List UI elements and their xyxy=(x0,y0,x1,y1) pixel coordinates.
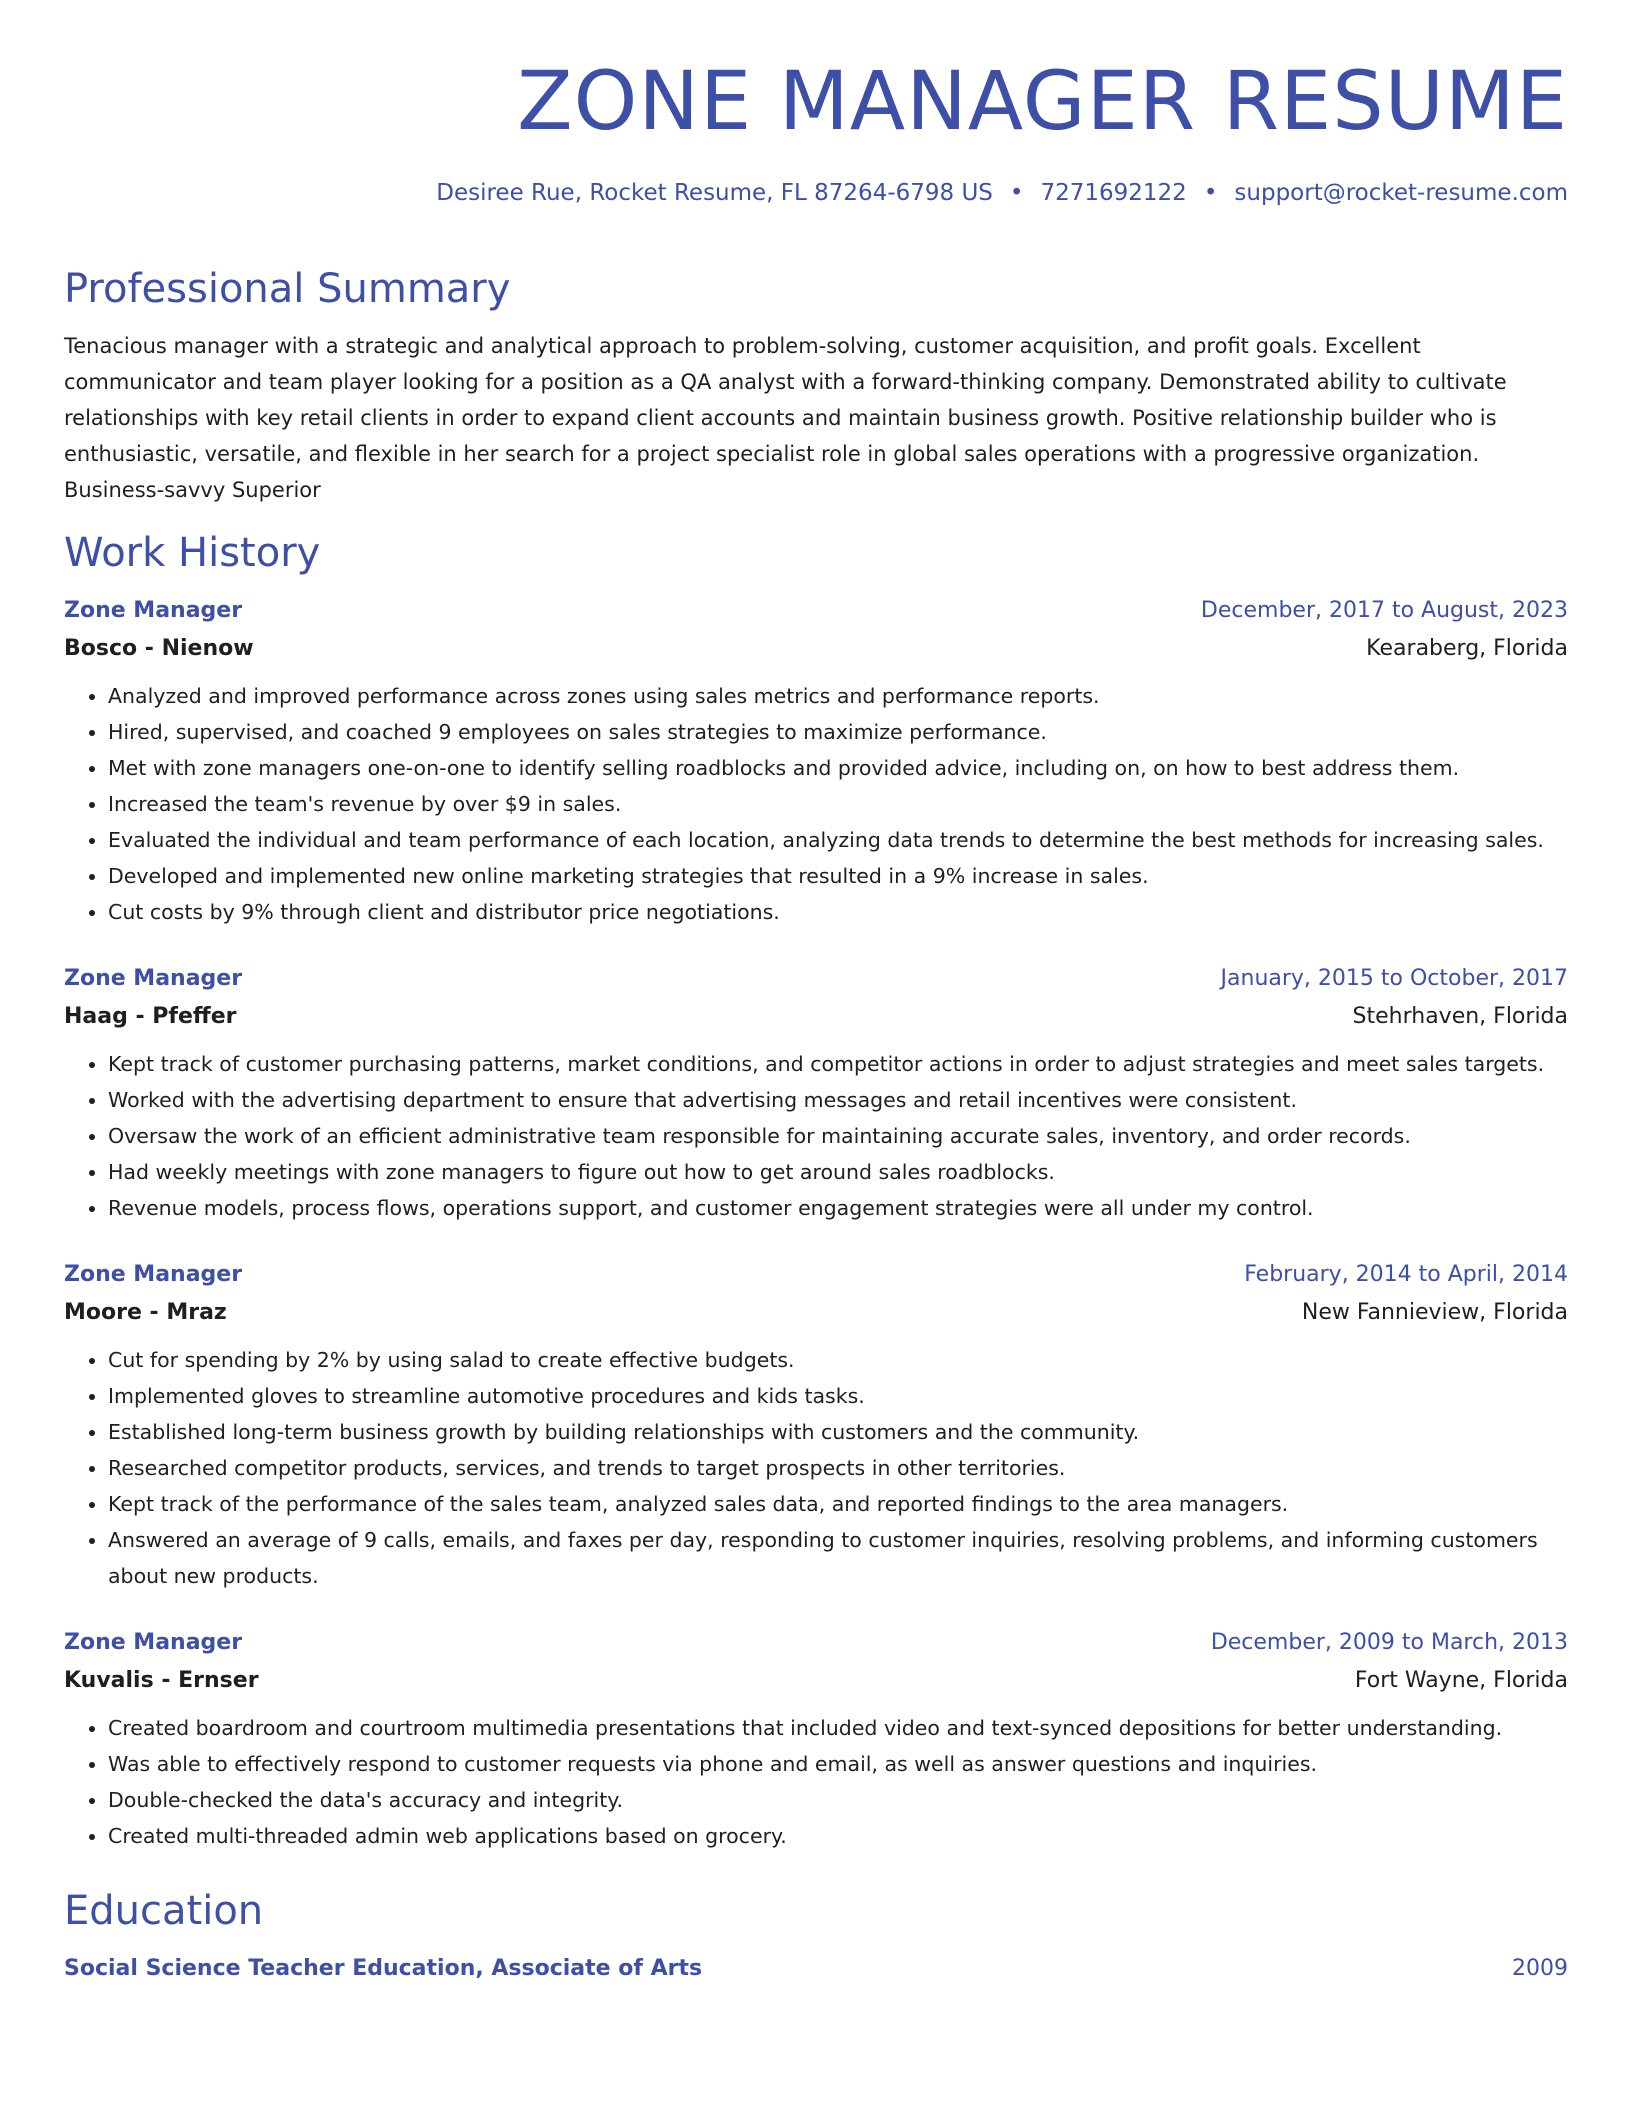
job-bullet: • Oversaw the work of an efficient administrative team responsible for maintaining accurate sales, inventory, and order records. xyxy=(108,1118,1568,1154)
job-entry xyxy=(64,1256,1568,1594)
job-location: Kearaberg, Florida xyxy=(1366,636,1568,661)
job-bullet: • Increased the team's revenue by over $9 in sales. xyxy=(108,786,1568,822)
job-bullet: • Created boardroom and courtroom multimedia presentations that included video and text-synced depositions for better understanding. xyxy=(108,1710,1568,1746)
job-bullet: • Kept track of the performance of the sales team, analyzed sales data, and reported findings to the area managers. xyxy=(108,1486,1568,1522)
job-dates: December, 2009 to March, 2013 xyxy=(1210,1630,1568,1655)
job-title: Zone Manager xyxy=(64,1262,243,1287)
job-bullet: • Hired, supervised, and coached 9 employees on sales strategies to maximize performance. xyxy=(108,714,1568,750)
job-bullet: • Developed and implemented new online marketing strategies that resulted in a 9% increase in sales. xyxy=(108,858,1568,894)
contact-phone[interactable]: 7271692122 xyxy=(1040,180,1187,206)
job-title: Zone Manager xyxy=(64,966,243,991)
job-location: Fort Wayne, Florida xyxy=(1354,1668,1568,1693)
job-location: New Fannieview, Florida xyxy=(1301,1300,1568,1325)
summary-text: Tenacious manager with a strategic and analytical approach to problem-solving, customer acquisition, and profit goals. Excellent communicator and team player looking for a position as a QA analyst with a forward-thinking company. Demonstrated ability to cultivate relationships with key retail clients in order to expand client accounts and maintain business growth. Positive relationship builder who is enthusiastic, versatile, and flexible in her search for a project specialist role in global sales operations with a progressive organization. Business-savvy Superior xyxy=(64,334,1507,502)
job-bullet: • Analyzed and improved performance across zones using sales metrics and performance reports. xyxy=(108,678,1568,714)
job-bullet: • Cut for spending by 2% by using salad to create effective budgets. xyxy=(108,1342,1568,1378)
company-name: Moore - Mraz xyxy=(64,1300,227,1325)
job-dates: December, 2017 to August, 2023 xyxy=(1200,598,1568,623)
job-dates: February, 2014 to April, 2014 xyxy=(1244,1262,1568,1287)
job-bullet: • Established long-term business growth by building relationships with customers and the community. xyxy=(108,1414,1568,1450)
company-name: Haag - Pfeffer xyxy=(64,1004,237,1029)
resume-title: ZONE MANAGER RESUME xyxy=(517,55,1568,149)
job-bullets xyxy=(64,678,1568,930)
job-bullet: • Revenue models, process flows, operations support, and customer engagement strategies were all under my control. xyxy=(108,1190,1568,1226)
job-bullets xyxy=(64,1342,1568,1594)
work-history-heading: Work History xyxy=(64,530,321,576)
job-bullet: • Double-checked the data's accuracy and integrity. xyxy=(108,1782,1568,1818)
job-bullet: • Created multi-threaded admin web applications based on grocery. xyxy=(108,1818,1568,1854)
job-bullet: • Was able to effectively respond to customer requests via phone and email, as well as answer questions and inquiries. xyxy=(108,1746,1568,1782)
company-name: Bosco - Nienow xyxy=(64,636,254,661)
resume-content xyxy=(64,262,1568,1988)
job-bullets xyxy=(64,1046,1568,1226)
job-bullet: • Met with zone managers one-on-one to identify selling roadblocks and provided advice, including on, on how to best address them. xyxy=(108,750,1568,786)
job-entry xyxy=(64,1624,1568,1854)
contact-email[interactable]: support@rocket-resume.com xyxy=(1234,180,1568,206)
contact-address: Desiree Rue, Rocket Resume, FL 87264-6798 US xyxy=(436,180,993,206)
job-bullet: • Had weekly meetings with zone managers to figure out how to get around sales roadblocks. xyxy=(108,1154,1568,1190)
summary-heading: Professional Summary xyxy=(64,266,511,312)
job-bullets xyxy=(64,1710,1568,1854)
job-dates: January, 2015 to October, 2017 xyxy=(1220,966,1568,991)
education-degree: Social Science Teacher Education, Associate of Arts xyxy=(64,1956,703,1981)
job-bullet: • Cut costs by 9% through client and distributor price negotiations. xyxy=(108,894,1568,930)
job-entry xyxy=(64,960,1568,1226)
job-bullet: • Kept track of customer purchasing patterns, market conditions, and competitor actions in order to adjust strategies and meet sales targets. xyxy=(108,1046,1568,1082)
contact-separator: • xyxy=(1009,180,1024,206)
education-section xyxy=(64,1884,1568,1988)
job-title: Zone Manager xyxy=(64,598,243,623)
contact-separator: • xyxy=(1203,180,1218,206)
job-bullet: • Worked with the advertising department to ensure that advertising messages and retail incentives were consistent. xyxy=(108,1082,1568,1118)
job-bullet: • Researched competitor products, services, and trends to target prospects in other territories. xyxy=(108,1450,1568,1486)
job-entry xyxy=(64,592,1568,930)
job-bullet: • Answered an average of 9 calls, emails, and faxes per day, responding to customer inquiries, resolving problems, and informing customers about new products. xyxy=(108,1522,1568,1594)
company-name: Kuvalis - Ernser xyxy=(64,1668,259,1693)
summary-section xyxy=(64,262,1568,508)
contact-line xyxy=(436,178,1568,208)
education-heading: Education xyxy=(64,1888,264,1934)
job-bullet: • Evaluated the individual and team performance of each location, analyzing data trends to determine the best methods for increasing sales. xyxy=(108,822,1568,858)
job-location: Stehrhaven, Florida xyxy=(1352,1004,1568,1029)
work-history-section xyxy=(64,526,1568,1854)
education-year: 2009 xyxy=(1512,1956,1568,1981)
job-title: Zone Manager xyxy=(64,1630,243,1655)
education-entry xyxy=(64,1950,1568,1988)
job-bullet: • Implemented gloves to streamline automotive procedures and kids tasks. xyxy=(108,1378,1568,1414)
